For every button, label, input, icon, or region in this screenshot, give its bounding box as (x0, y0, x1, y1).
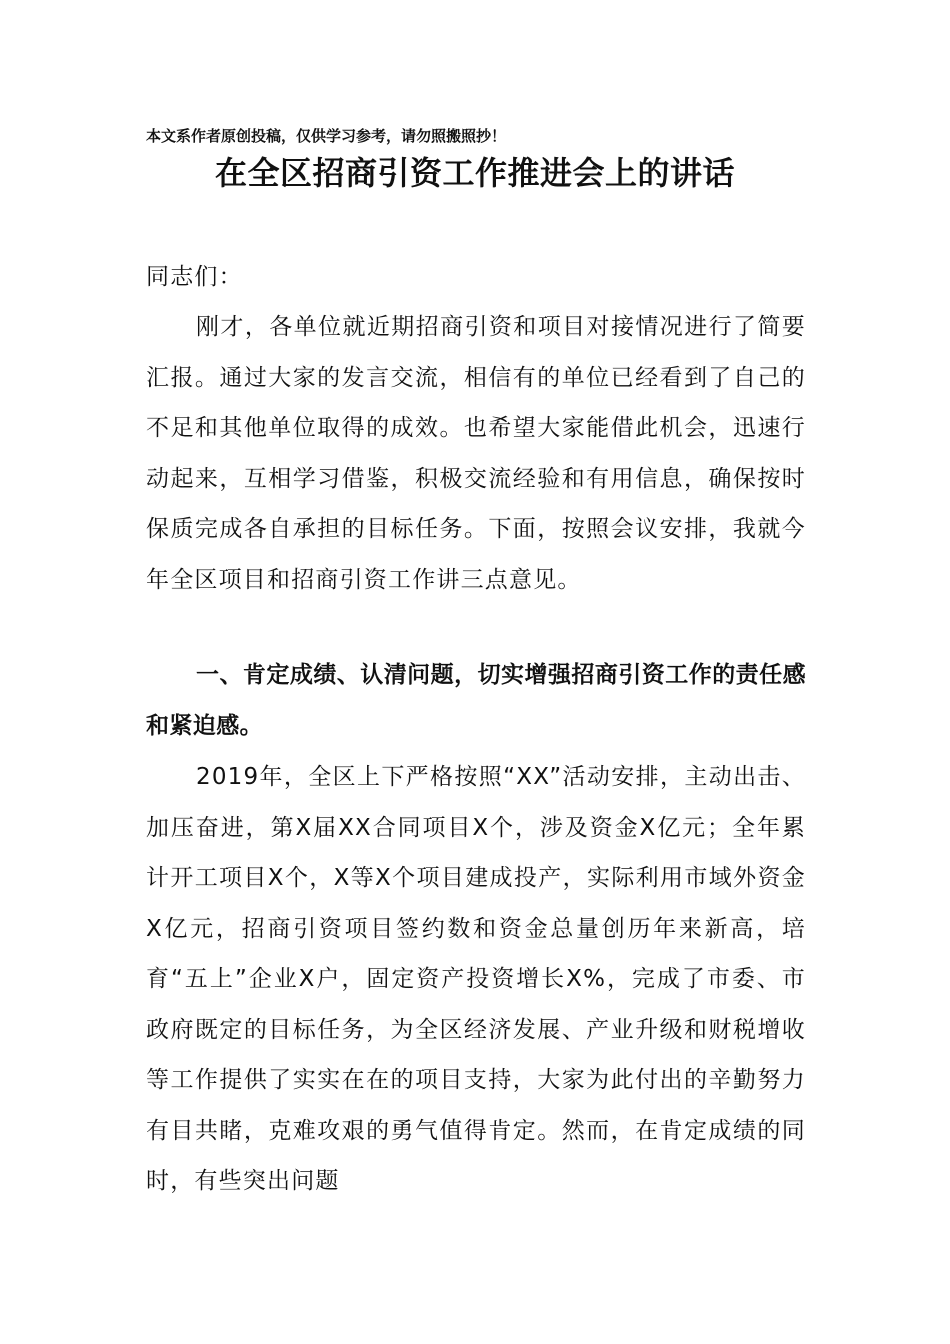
document-title: 在全区招商引资工作推进会上的讲话 (214, 154, 735, 192)
salutation: 同志们： (146, 264, 243, 290)
section-paragraph: 2019年，全区上下严格按照“XX”活动安排，主动出击、加压奋进，第X届XX合同项目X个，涉及资金X亿元；全年累计开工项目X个，X等X个项目建成投产，实际利用市域外资金X亿元，招商引资项目签约数和资金总量创历年来新高，培育“五上”企业X户，固定资产投资增长X%，完成了市委、市政府既定的目标任务，为全区经济发展、产业升级和财税增收等工作提供了实实在在的项目支持，大家为此付出的辛勤努力有目共睹，克难攻艰的勇气值得肯定。然而，在肯定成绩的同时，有些突出问题 (146, 764, 806, 1194)
copyright-notice: 本文系作者原创投稿，仅供学习参考，请勿照搬照抄！ (146, 127, 507, 145)
section-heading: 一、肯定成绩、认清问题，切实增强招商引资工作的责任感和紧迫感。 (146, 662, 806, 739)
opening-paragraph: 刚才，各单位就近期招商引资和项目对接情况进行了简要汇报。通过大家的发言交流，相信有的单位已经看到了自己的不足和其他单位取得的成效。也希望大家能借此机会，迅速行动起来，互相学习借鉴，积极交流经验和有用信息，确保按时保质完成各自承担的目标任务。下面，按照会议安排，我就今年全区项目和招商引资工作讲三点意见。 (146, 314, 806, 593)
